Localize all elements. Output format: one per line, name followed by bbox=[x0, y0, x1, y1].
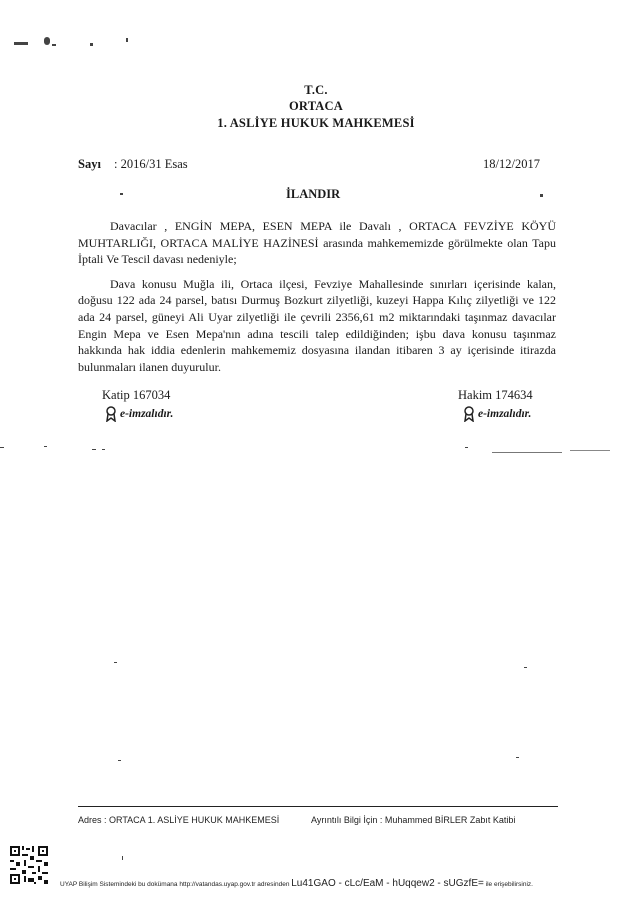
scan-mark bbox=[126, 38, 128, 42]
scan-mark bbox=[465, 447, 468, 448]
scan-mark bbox=[0, 447, 4, 448]
notice-body bbox=[78, 218, 556, 375]
footer-address: Adres : ORTACA 1. ASLİYE HUKUK MAHKEMESİ bbox=[78, 815, 280, 825]
scan-mark bbox=[14, 42, 28, 45]
scan-mark bbox=[92, 449, 96, 450]
footer-rule bbox=[78, 806, 558, 807]
scan-mark bbox=[524, 667, 527, 668]
hakim-label: Hakim 174634 bbox=[458, 388, 533, 402]
scan-mark bbox=[516, 757, 519, 758]
katip-label: Katip 167034 bbox=[102, 388, 171, 402]
scan-mark bbox=[570, 450, 610, 451]
scan-mark bbox=[492, 452, 562, 453]
sayi-value: : 2016/31 Esas bbox=[114, 157, 188, 171]
header-court: 1. ASLİYE HUKUK MAHKEMESİ bbox=[217, 116, 415, 130]
scan-mark bbox=[120, 193, 123, 195]
scan-mark bbox=[90, 43, 93, 46]
document-date: 18/12/2017 bbox=[483, 157, 540, 171]
scan-mark bbox=[102, 449, 105, 450]
katip-esign-text: e-imzalıdır. bbox=[120, 408, 174, 420]
body-paragraph-2: Dava konusu Muğla ili, Ortaca ilçesi, Fevziye Mahallesinde sınırları içerisinde kalan, doğusu 122 ada 24 parsel, batısı Durmuş Bozkurt zilyetliği, kuzeyi Happa Kılıç zilyetliği ve 122 ada 24 parsel, güneyi Ali Uyar zilyetliği ile çevrili 2356,61 m2 miktarındaki taşınmaz davacılar Engin Mepa ve Esen Mepa'nın adına tescili talep edildiğinden; işbu dava konusu taşınmaz hakkında hak iddia edenlerin mahkememiz dosyasına ilandan itibaren 3 ay içerisinde itirazda bulunmaları ilanen duyurulur. bbox=[78, 276, 556, 374]
katip-esign bbox=[104, 406, 173, 422]
uyap-suffix: ile erişebilirsiniz. bbox=[485, 881, 533, 888]
header-city: ORTACA bbox=[288, 99, 343, 113]
e-signature-seal-icon bbox=[462, 406, 476, 422]
scan-mark bbox=[114, 662, 117, 663]
qr-code-icon bbox=[10, 846, 48, 884]
scan-mark bbox=[44, 37, 50, 45]
uyap-footer bbox=[60, 878, 533, 889]
body-paragraph-1: Davacılar , ENGİN MEPA, ESEN MEPA ile Davalı , ORTACA FEVZİYE KÖYÜ MUHTARLIĞI, ORTACA MALİYE HAZİNESİ arasında mahkememizde görülmekte olan Tapu İptali Ve Tescil davası nedeniyle; bbox=[78, 219, 556, 267]
scan-mark bbox=[52, 44, 56, 46]
uyap-verification-code: Lu41GAO - cLc/EaM - hUqqew2 - sUGzfE= bbox=[291, 878, 484, 889]
document-title: İLANDIR bbox=[286, 187, 341, 201]
scan-mark bbox=[118, 760, 121, 761]
header-tc: T.C. bbox=[304, 83, 328, 97]
scan-mark bbox=[122, 856, 123, 860]
hakim-esign-text: e-imzalıdır. bbox=[478, 408, 532, 420]
sayi-label: Sayı bbox=[78, 157, 101, 171]
scan-mark bbox=[540, 194, 543, 197]
footer-contact-info: Ayrıntılı Bilgi İçin : Muhammed BİRLER Zabıt Katibi bbox=[311, 815, 516, 825]
uyap-prefix: UYAP Bilişim Sistemindeki bu dokümana http://vatandas.uyap.gov.tr adresinden bbox=[60, 881, 290, 888]
scan-mark bbox=[44, 446, 47, 447]
hakim-esign bbox=[462, 406, 531, 422]
e-signature-seal-icon bbox=[104, 406, 118, 422]
